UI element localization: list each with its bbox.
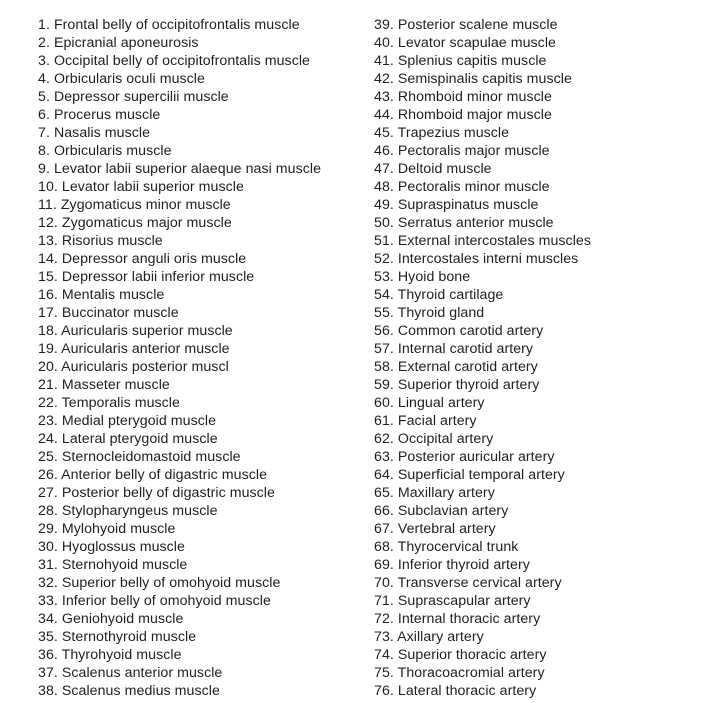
- list-item: [374, 16, 704, 34]
- list-item: [38, 322, 358, 340]
- item-number: 55.: [374, 305, 394, 321]
- list-item: [38, 70, 358, 88]
- item-number: 35.: [38, 629, 58, 645]
- item-label: Thyrocervical trunk: [397, 539, 519, 555]
- list-item: [374, 376, 704, 394]
- item-number: 30.: [38, 539, 58, 555]
- item-label: External carotid artery: [397, 359, 538, 375]
- item-label: Internal carotid artery: [397, 341, 534, 357]
- list-item: [374, 106, 704, 124]
- item-number: 5.: [38, 89, 50, 105]
- list-item: [38, 520, 358, 538]
- item-label: Sternocleidomastoid muscle: [61, 449, 241, 465]
- item-label: Nasalis muscle: [53, 125, 151, 141]
- item-label: Trapezius muscle: [397, 125, 510, 141]
- item-label: Occipital belly of occipitofrontalis muscle: [53, 53, 310, 69]
- list-item: [374, 304, 704, 322]
- item-label: Lateral thoracic artery: [397, 683, 537, 699]
- item-number: 56.: [374, 323, 394, 339]
- list-item: [38, 448, 358, 466]
- list-item: [38, 646, 358, 664]
- list-item: [38, 538, 358, 556]
- item-label: Depressor supercilii muscle: [53, 89, 229, 105]
- list-item: [38, 250, 358, 268]
- item-number: 28.: [38, 503, 58, 519]
- item-label: Axillary artery: [397, 629, 484, 645]
- item-number: 64.: [374, 467, 394, 483]
- item-label: Posterior auricular artery: [397, 449, 555, 465]
- item-number: 41.: [374, 53, 394, 69]
- item-number: 46.: [374, 143, 394, 159]
- item-label: Rhomboid minor muscle: [397, 89, 552, 105]
- item-number: 19.: [38, 341, 58, 357]
- item-number: 72.: [374, 611, 394, 627]
- item-label: Common carotid artery: [397, 323, 544, 339]
- item-label: Facial artery: [397, 413, 477, 429]
- list-item: [38, 664, 358, 682]
- list-item: [38, 592, 358, 610]
- list-item: [38, 160, 358, 178]
- list-item: [38, 106, 358, 124]
- item-label: Thoracoacromial artery: [397, 665, 545, 681]
- list-item: [374, 646, 704, 664]
- item-label: Scalenus anterior muscle: [61, 665, 223, 681]
- item-number: 54.: [374, 287, 394, 303]
- list-item: [38, 88, 358, 106]
- list-item: [374, 286, 704, 304]
- item-number: 38.: [38, 683, 58, 699]
- list-item: [38, 304, 358, 322]
- list-item: [38, 16, 358, 34]
- item-label: Geniohyoid muscle: [61, 611, 184, 627]
- list-item: [374, 142, 704, 160]
- item-label: Occipital artery: [397, 431, 494, 447]
- item-number: 9.: [38, 161, 50, 177]
- item-label: Transverse cervical artery: [397, 575, 562, 591]
- list-item: [374, 664, 704, 682]
- list-item: [374, 412, 704, 430]
- item-label: Internal thoracic artery: [397, 611, 541, 627]
- item-number: 44.: [374, 107, 394, 123]
- item-number: 12.: [38, 215, 58, 231]
- item-label: Thyroid cartilage: [397, 287, 504, 303]
- list-item: [38, 268, 358, 286]
- item-number: 70.: [374, 575, 394, 591]
- item-label: Medial pterygoid muscle: [61, 413, 217, 429]
- list-item: [38, 214, 358, 232]
- item-number: 71.: [374, 593, 394, 609]
- item-label: Temporalis muscle: [61, 395, 180, 411]
- item-number: 16.: [38, 287, 58, 303]
- item-number: 45.: [374, 125, 394, 141]
- list-item: [38, 52, 358, 70]
- item-label: Vertebral artery: [397, 521, 496, 537]
- item-label: Superficial temporal artery: [397, 467, 565, 483]
- list-item: [374, 574, 704, 592]
- list-item: [374, 430, 704, 448]
- item-number: 24.: [38, 431, 58, 447]
- item-label: Pectoralis minor muscle: [397, 179, 550, 195]
- item-label: Stylopharyngeus muscle: [61, 503, 218, 519]
- item-number: 2.: [38, 35, 50, 51]
- item-number: 57.: [374, 341, 394, 357]
- item-label: Auricularis posterior muscl: [61, 359, 229, 375]
- item-label: External intercostales muscles: [397, 233, 591, 249]
- item-label: Depressor labii inferior muscle: [61, 269, 255, 285]
- item-number: 1.: [38, 17, 50, 33]
- item-label: Rhomboid major muscle: [397, 107, 552, 123]
- list-item: [38, 124, 358, 142]
- list-item: [38, 466, 358, 484]
- item-label: Frontal belly of occipitofrontalis muscle: [53, 17, 300, 33]
- item-label: Sternothyroid muscle: [61, 629, 197, 645]
- item-number: 36.: [38, 647, 58, 663]
- item-number: 27.: [38, 485, 58, 501]
- item-number: 69.: [374, 557, 394, 573]
- item-number: 66.: [374, 503, 394, 519]
- list-item: [38, 484, 358, 502]
- list-item: [374, 484, 704, 502]
- item-label: Risorius muscle: [61, 233, 163, 249]
- item-number: 29.: [38, 521, 58, 537]
- list-item: [38, 358, 358, 376]
- item-label: Orbicularis muscle: [53, 143, 172, 159]
- list-item: [374, 556, 704, 574]
- item-number: 60.: [374, 395, 394, 411]
- item-label: Pectoralis major muscle: [397, 143, 550, 159]
- item-number: 15.: [38, 269, 58, 285]
- item-number: 25.: [38, 449, 58, 465]
- item-label: Posterior belly of digastric muscle: [61, 485, 275, 501]
- item-label: Masseter muscle: [61, 377, 170, 393]
- list-item: [38, 34, 358, 52]
- item-label: Inferior thyroid artery: [397, 557, 530, 573]
- item-label: Semispinalis capitis muscle: [397, 71, 572, 87]
- item-number: 4.: [38, 71, 50, 87]
- item-number: 6.: [38, 107, 50, 123]
- list-item: [374, 178, 704, 196]
- list-item: [374, 394, 704, 412]
- left-column-list: [38, 16, 358, 700]
- item-number: 48.: [374, 179, 394, 195]
- item-label: Intercostales interni muscles: [397, 251, 579, 267]
- item-number: 74.: [374, 647, 394, 663]
- list-item: [374, 160, 704, 178]
- item-number: 18.: [38, 323, 58, 339]
- item-label: Mylohyoid muscle: [61, 521, 176, 537]
- item-number: 23.: [38, 413, 58, 429]
- list-item: [374, 196, 704, 214]
- item-label: Splenius capitis muscle: [397, 53, 547, 69]
- list-item: [38, 610, 358, 628]
- list-item: [374, 520, 704, 538]
- item-label: Supraspinatus muscle: [397, 197, 539, 213]
- item-number: 62.: [374, 431, 394, 447]
- list-item: [374, 232, 704, 250]
- list-item: [38, 286, 358, 304]
- item-label: Levator labii superior muscle: [61, 179, 244, 195]
- item-number: 51.: [374, 233, 394, 249]
- list-item: [38, 340, 358, 358]
- list-item: [38, 628, 358, 646]
- item-number: 17.: [38, 305, 58, 321]
- list-item: [38, 574, 358, 592]
- list-item: [374, 538, 704, 556]
- list-item: [374, 34, 704, 52]
- item-number: 52.: [374, 251, 394, 267]
- list-item: [374, 358, 704, 376]
- item-number: 14.: [38, 251, 58, 267]
- list-item: [374, 88, 704, 106]
- item-number: 13.: [38, 233, 58, 249]
- item-number: 50.: [374, 215, 394, 231]
- list-item: [38, 556, 358, 574]
- item-label: Levator scapulae muscle: [397, 35, 556, 51]
- item-label: Sternohyoid muscle: [61, 557, 188, 573]
- list-item: [374, 250, 704, 268]
- list-item: [38, 430, 358, 448]
- item-number: 61.: [374, 413, 394, 429]
- list-item: [374, 682, 704, 700]
- item-label: Thyrohyoid muscle: [61, 647, 182, 663]
- item-label: Lingual artery: [397, 395, 485, 411]
- item-number: 67.: [374, 521, 394, 537]
- item-label: Suprascapular artery: [397, 593, 531, 609]
- list-item: [374, 124, 704, 142]
- list-item: [374, 70, 704, 88]
- item-number: 39.: [374, 17, 394, 33]
- list-item: [38, 196, 358, 214]
- item-number: 42.: [374, 71, 394, 87]
- item-label: Auricularis anterior muscle: [61, 341, 230, 357]
- list-item: [374, 268, 704, 286]
- item-label: Orbicularis oculi muscle: [53, 71, 205, 87]
- item-label: Subclavian artery: [397, 503, 509, 519]
- item-number: 32.: [38, 575, 58, 591]
- item-number: 68.: [374, 539, 394, 555]
- item-label: Superior belly of omohyoid muscle: [61, 575, 281, 591]
- item-label: Serratus anterior muscle: [397, 215, 554, 231]
- list-item: [38, 178, 358, 196]
- item-number: 76.: [374, 683, 394, 699]
- list-item: [374, 466, 704, 484]
- item-label: Deltoid muscle: [397, 161, 492, 177]
- item-number: 58.: [374, 359, 394, 375]
- item-label: Maxillary artery: [397, 485, 495, 501]
- list-item: [38, 394, 358, 412]
- item-number: 53.: [374, 269, 394, 285]
- item-number: 22.: [38, 395, 58, 411]
- item-label: Procerus muscle: [53, 107, 161, 123]
- item-label: Depressor anguli oris muscle: [61, 251, 247, 267]
- item-label: Auricularis superior muscle: [61, 323, 233, 339]
- list-item: [374, 52, 704, 70]
- item-number: 63.: [374, 449, 394, 465]
- item-number: 59.: [374, 377, 394, 393]
- item-label: Thyroid gland: [397, 305, 485, 321]
- item-label: Hyoid bone: [397, 269, 471, 285]
- right-column-list: [374, 16, 704, 700]
- list-item: [374, 628, 704, 646]
- item-label: Levator labii superior alaeque nasi muscle: [53, 161, 322, 177]
- list-item: [38, 502, 358, 520]
- list-item: [374, 214, 704, 232]
- item-number: 65.: [374, 485, 394, 501]
- item-number: 7.: [38, 125, 50, 141]
- list-item: [374, 322, 704, 340]
- item-number: 37.: [38, 665, 58, 681]
- item-number: 10.: [38, 179, 58, 195]
- list-item: [38, 376, 358, 394]
- item-number: 8.: [38, 143, 50, 159]
- item-label: Scalenus medius muscle: [61, 683, 220, 699]
- item-number: 34.: [38, 611, 58, 627]
- item-number: 20.: [38, 359, 58, 375]
- item-number: 3.: [38, 53, 50, 69]
- item-number: 11.: [38, 197, 57, 213]
- item-number: 47.: [374, 161, 394, 177]
- item-label: Epicranial aponeurosis: [53, 35, 199, 51]
- list-item: [38, 232, 358, 250]
- item-number: 21.: [38, 377, 58, 393]
- list-item: [374, 340, 704, 358]
- item-label: Lateral pterygoid muscle: [61, 431, 218, 447]
- item-number: 43.: [374, 89, 394, 105]
- item-number: 26.: [38, 467, 58, 483]
- item-label: Anterior belly of digastric muscle: [61, 467, 268, 483]
- list-item: [38, 682, 358, 700]
- list-item: [38, 142, 358, 160]
- item-number: 33.: [38, 593, 58, 609]
- item-label: Posterior scalene muscle: [397, 17, 558, 33]
- item-label: Hyoglossus muscle: [61, 539, 185, 555]
- item-number: 73.: [374, 629, 394, 645]
- list-item: [374, 592, 704, 610]
- item-number: 31.: [38, 557, 58, 573]
- list-item: [374, 502, 704, 520]
- item-label: Superior thyroid artery: [397, 377, 540, 393]
- item-label: Zygomaticus minor muscle: [60, 197, 231, 213]
- list-item: [38, 412, 358, 430]
- item-number: 40.: [374, 35, 394, 51]
- item-label: Inferior belly of omohyoid muscle: [61, 593, 271, 609]
- item-label: Superior thoracic artery: [397, 647, 547, 663]
- list-item: [374, 448, 704, 466]
- list-item: [374, 610, 704, 628]
- item-label: Mentalis muscle: [61, 287, 165, 303]
- item-label: Zygomaticus major muscle: [61, 215, 232, 231]
- item-number: 49.: [374, 197, 394, 213]
- item-number: 75.: [374, 665, 394, 681]
- item-label: Buccinator muscle: [61, 305, 179, 321]
